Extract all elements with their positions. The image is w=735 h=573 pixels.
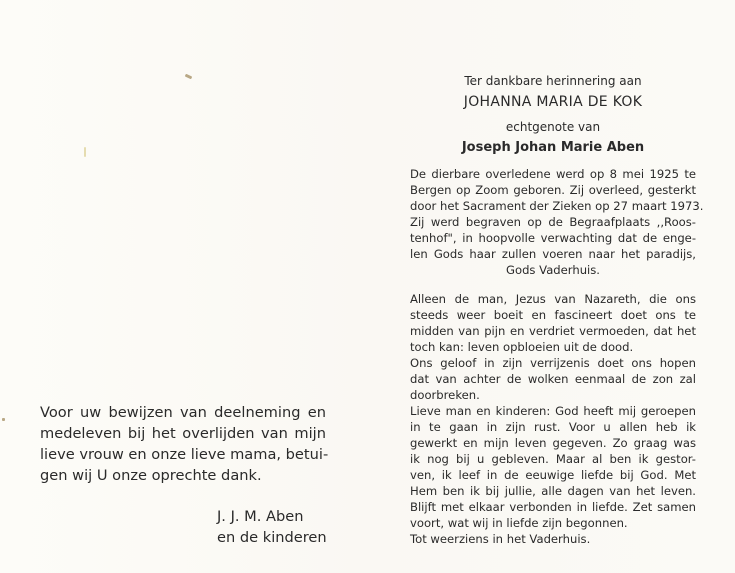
deceased-name: JOHANNA MARIA DE KOK: [463, 94, 643, 110]
prayer-line: Tot weerziens in het Vaderhuis.: [410, 532, 591, 546]
thanks-line: lieve vrouw en onze lieve mama, betui-: [40, 446, 329, 463]
spouse-name: Joseph Johan Marie Aben: [461, 140, 645, 155]
bio-line: Bergen op Zoom geboren. Zij overleed, gesterkt: [410, 183, 696, 197]
prayer-line: Alleen de man, Jezus van Nazareth, die ons: [410, 292, 696, 306]
paper-speck: [185, 74, 193, 80]
thanks-line: Voor uw bewijzen van deelneming en: [40, 404, 326, 421]
prayer-line: midden van pijn en verdriet vermoeden, dat het: [410, 324, 696, 338]
prayer-line: Hem ben ik bij jullie, alle dagen van het leven.: [410, 484, 696, 498]
prayer-line: dat van achter de wolken eenmaal de zon zal: [410, 372, 696, 386]
prayer-line: gewerkt en mijn leven gegeven. Zo graag was: [410, 436, 696, 450]
relation-line: echtgenote van: [505, 120, 601, 134]
prayer-line: Ons geloof in zijn verrijzenis doet ons hopen: [410, 356, 696, 370]
signature-family: en de kinderen: [217, 529, 327, 546]
signature-name: J. J. M. Aben: [217, 508, 304, 525]
prayer-line: ik nog bij u gebleven. Maar al ben ik gestor-: [410, 452, 696, 466]
header-line: Ter dankbare herinnering aan: [464, 74, 642, 88]
prayer-line: toch kan: leven opbloeien uit de dood.: [410, 340, 634, 354]
prayer-line: doorbreken.: [410, 388, 480, 402]
paper-speck: [2, 418, 5, 421]
bio-line: Gods Vaderhuis.: [506, 263, 600, 277]
paper-speck: [84, 147, 86, 157]
thanks-line: medeleven bij het overlijden van mijn: [40, 425, 326, 442]
thanks-line: gen wij U onze oprechte dank.: [40, 467, 262, 484]
prayer-line: voort, wat wij in liefde zijn begonnen.: [410, 516, 628, 530]
prayer-line: Lieve man en kinderen: God heeft mij geroepen: [410, 404, 696, 418]
bio-line: len Gods haar zullen voeren naar het paradijs,: [410, 247, 696, 261]
prayer-line: ven, ik leef in de eeuwige liefde bij God. Met: [410, 468, 696, 482]
bio-line: door het Sacrament der Zieken op 27 maart 1973.: [410, 199, 704, 213]
bio-line: De dierbare overledene werd op 8 mei 1925 te: [410, 167, 696, 181]
prayer-line: Blijft met elkaar verbonden in liefde. Zet samen: [410, 500, 696, 514]
prayer-line: steeds weer boeit en fascineert doet ons te: [410, 308, 696, 322]
bio-line: tenhof", in hoopvolle verwachting dat de enge-: [410, 231, 696, 245]
bio-line: Zij werd begraven op de Begraafplaats ,,Roos-: [410, 215, 696, 229]
prayer-line: in te gaan in zijn rust. Voor u allen heb ik: [410, 420, 696, 434]
